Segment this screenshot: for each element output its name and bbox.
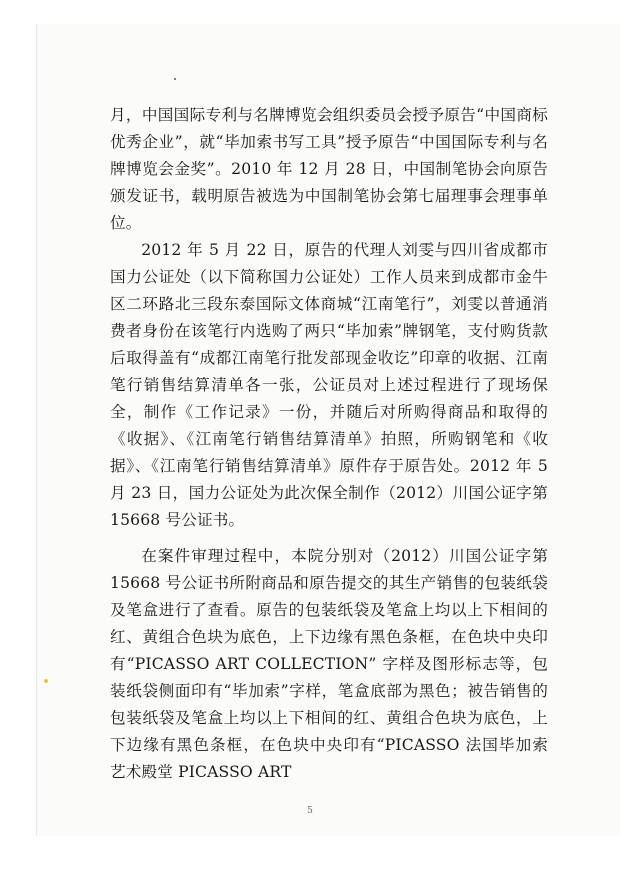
paragraph-inspection: 在案件审理过程中，本院分别对（2012）川国公证字第 15668 号公证书所附商品和原告提交的其生产销售的包装纸袋及笔盒进行了查看。原告的包装纸袋及笔盒上均以上下相间的红、黄组合色块为底色，上下边缘有黑色条框，在色块中央印有“PICASSO ART COLLECTION” 字样及图形标志等，包装纸袋侧面印有“毕加索”字样，笔盒底部为黑色；被告销售的包装纸袋及笔盒上均以上下相间的红、黄组合色块为底色，上下边缘有黑色条框，在色块中央印有“PICASSO 法国毕加索 艺术殿堂 PICASSO ART [110,547,548,781]
page-number: 5 [307,806,313,816]
paragraph-notarization: 2012 年 5 月 22 日，原告的代理人刘雯与四川省成都市国力公证处（以下简称国力公证处）工作人员来到成都市金牛区二环路北三段东泰国际文体商城“江南笔行”，刘雯以普通消费者身份在该笔行内选购了两只“毕加索”牌钢笔，支付购货款后取得盖有“成都江南笔行批发部现金收讫”印章的收据、江南笔行销售结算清单各一张，公证员对上述过程进行了现场保全，制作《工作记录》一份，并随后对所购得商品和取得的《收据》、《江南笔行销售结算清单》拍照，所购钢笔和《收据》、《江南笔行销售结算清单》原件存于原告处。2012 年 5 月 23 日，国力公证处为此次保全制作（2012）川国公证字第 15668 号公证书。 [110,241,548,529]
scan-speck-yellow [44,679,48,683]
scan-speck [174,78,176,80]
paragraph-awards: 月，中国国际专利与名牌博览会组织委员会授予原告“中国商标优秀企业”，就“毕加索书写工具”授予原告“中国国际专利与名牌博览会金奖”。2010 年 12 月 28 日，中国制笔协会向原告颁发证书，载明原告被选为中国制笔协会第七届理事会理事单位。 [110,106,548,232]
